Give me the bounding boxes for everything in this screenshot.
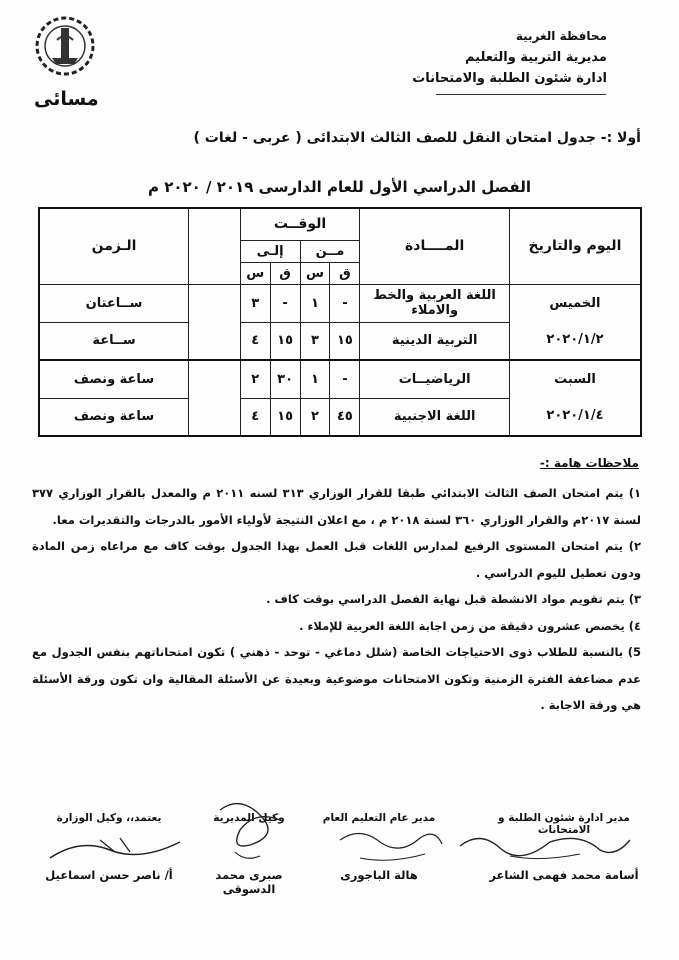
duration-cell: ساعة ونصف	[39, 398, 189, 436]
from-hours: ١	[300, 284, 330, 322]
table-row	[39, 360, 641, 398]
table-gap	[189, 262, 241, 284]
day-cell	[509, 284, 641, 360]
note-item: 5) بالنسبة للطلاب ذوى الاحتياجات الخاصة (شلل دماغي - توحد - ذهني ) تكون امتحاناتهم بنفس الجدول مع عدم مضاعفة الفترة الزمنية وتكون الامتحانات موضوعية وبعيدة عن الأسئلة المقالية وان تكون ورقة الأسئلة هي ورقة الاجابة .	[32, 645, 641, 712]
exam-schedule-table	[38, 207, 642, 437]
signatory-name: أ/ ناصر حسن اسماعيل	[45, 868, 173, 882]
from-hours: ٢	[300, 398, 330, 436]
duration-cell: ســاعتان	[39, 284, 189, 322]
from-minutes: ١٥	[330, 322, 360, 360]
notes-heading: ملاحظات هامة :-	[539, 456, 639, 470]
gear-emblem-icon	[30, 10, 100, 82]
note-item: ٣) يتم تقويم مواد الانشطة قبل نهاية الفصل الدراسي بوقت كاف .	[266, 592, 641, 606]
header-day-date: اليوم والتاريخ	[509, 208, 641, 284]
from-minutes: -	[330, 284, 360, 322]
table-gap	[189, 240, 241, 262]
to-hours: ٣	[240, 284, 270, 322]
header-to-hours: س	[240, 262, 270, 284]
document-title: أولا :- جدول امتحان النقل للصف الثالث الابتدائى ( عربى - لغات )	[193, 130, 641, 146]
signature-title: يعتمد،، وكيل الوزارة	[56, 812, 162, 824]
to-minutes: -	[270, 284, 300, 322]
duration-cell: ســاعة	[39, 322, 189, 360]
table-gap	[189, 208, 241, 240]
signature-scribble	[40, 828, 190, 868]
signature-title: وكيل المديرية	[213, 812, 285, 824]
note-item: ١) يتم امتحان الصف الثالث الابتدائي طبقا للقرار الوزاري ٣١٣ لسنه ٢٠١١ م والمعدل بالقرار الوزاري ٣٧٧ لسنة ٢٠١٧م والقرار الوزاري ٣٦٠ لسنة ٢٠١٨ م ، مع اعلان النتيجة لأولياء الأمور بالدرجات والتقديرات معا.	[32, 486, 641, 527]
day-name: الخميس	[549, 295, 601, 311]
signature-scribble	[450, 822, 640, 868]
to-hours: ٢	[240, 360, 270, 398]
to-minutes: ٣٠	[270, 360, 300, 398]
table-gap	[189, 284, 241, 322]
header-subject: المــــادة	[360, 208, 510, 284]
duration-cell: ساعة ونصف	[39, 360, 189, 398]
exam-date: ٢٠٢٠/١/٢	[546, 331, 604, 347]
subject-cell: اللغة العربية والخط والاملاء	[360, 284, 510, 322]
directorate-name: مديرية التربية والتعليم	[464, 50, 607, 65]
header-from-minutes: ق	[330, 262, 360, 284]
table-gap	[189, 322, 241, 360]
table-row	[39, 284, 641, 322]
document-header	[412, 26, 607, 89]
subject-cell: الرياضيــات	[360, 360, 510, 398]
header-duration: الـزمن	[39, 208, 189, 284]
from-minutes: ٤٥	[330, 398, 360, 436]
session-label: مسائى	[34, 88, 99, 110]
table-header-row	[39, 208, 641, 240]
note-item: ٢) يتم امتحان المستوى الرفيع لمدارس اللغات قبل العمل بهذا الجدول بوقت كاف مع مراعاه زمن المادة ودون تعطيل لليوم الدراسي .	[32, 539, 641, 580]
header-divider	[436, 94, 606, 95]
header-to: إلـى	[240, 240, 300, 262]
subject-cell: التربية الدينية	[360, 322, 510, 360]
header-from: مــن	[300, 240, 360, 262]
signature-scribble	[200, 790, 300, 870]
header-from-hours: س	[300, 262, 330, 284]
to-hours: ٤	[240, 398, 270, 436]
subject-cell: اللغة الاجنبية	[360, 398, 510, 436]
to-minutes: ١٥	[270, 398, 300, 436]
from-hours: ٣	[300, 322, 330, 360]
signatory-name: هالة الباجورى	[340, 868, 418, 882]
day-cell	[509, 360, 641, 436]
note-item: ٤) يخصص عشرون دقيقة من زمن اجابة اللغة العربية للإملاء .	[299, 618, 641, 633]
document-subtitle: الفصل الدراسي الأول للعام الدارسى ٢٠١٩ / ٢٠٢٠ م	[147, 178, 532, 196]
signatory-name: أسامة محمد فهمى الشاعر	[489, 868, 639, 882]
department-name: ادارة شئون الطلبة والامتحانات	[412, 71, 607, 86]
to-minutes: ١٥	[270, 322, 300, 360]
signature-scribble	[330, 820, 450, 868]
governorate-name: محافظة الغربية	[515, 29, 607, 43]
signature-title: مدير ادارة شئون الطلبة و الامتحانات	[498, 812, 630, 836]
exam-date: ٢٠٢٠/١/٤	[546, 408, 604, 423]
signature-title: مدير عام التعليم العام	[322, 812, 436, 824]
table-gap	[189, 398, 241, 436]
header-to-minutes: ق	[270, 262, 300, 284]
from-hours: ١	[300, 360, 330, 398]
notes-list	[32, 480, 641, 719]
signatory-name: صبرى محمد الدسوقى	[215, 868, 283, 896]
day-name: السبت	[554, 372, 596, 387]
header-time: الوقــت	[240, 208, 360, 240]
from-minutes: -	[330, 360, 360, 398]
table-gap	[189, 360, 241, 398]
to-hours: ٤	[240, 322, 270, 360]
